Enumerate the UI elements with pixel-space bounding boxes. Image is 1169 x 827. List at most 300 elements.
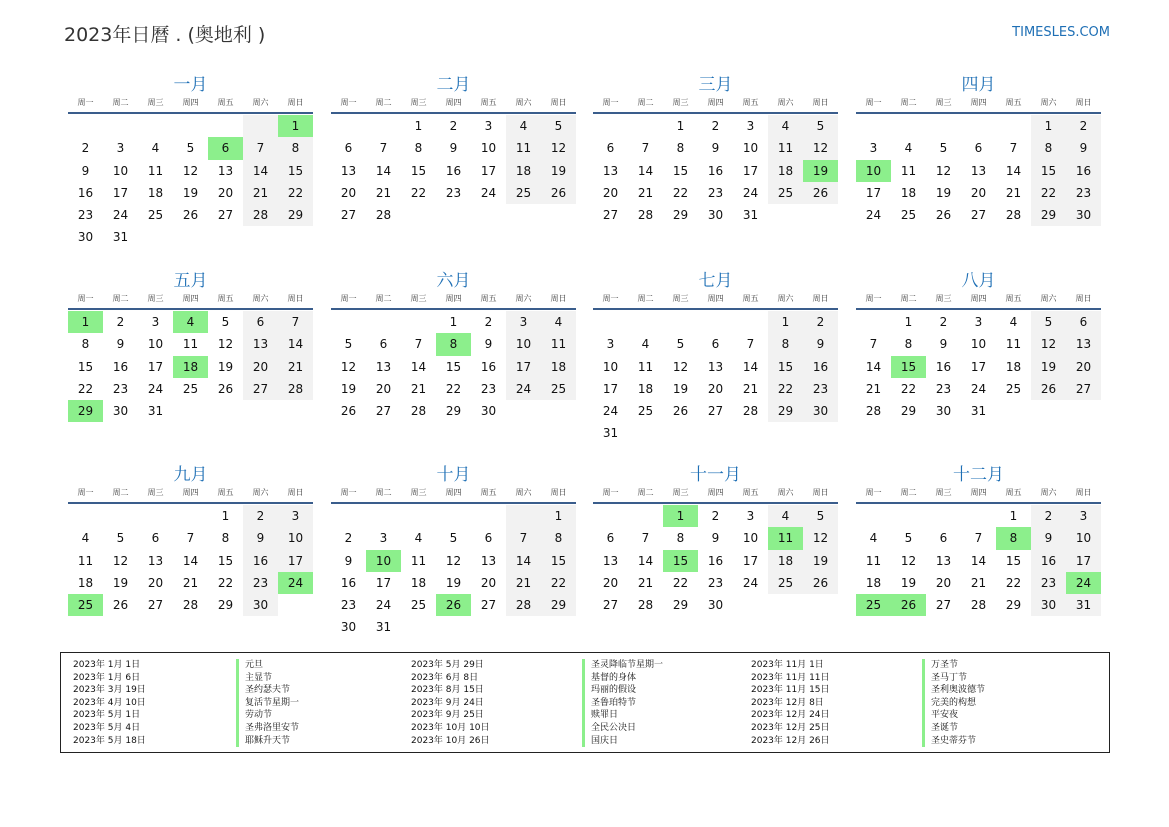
day-cell: 27: [1066, 378, 1101, 400]
weekday-label: 周一: [865, 294, 882, 303]
day-cell: 1: [1009, 509, 1018, 523]
day-cell: 12: [672, 359, 689, 374]
weekday-label: 周日: [812, 488, 829, 497]
day-cell: 20: [340, 185, 357, 200]
day-cell: 29: [1005, 598, 1022, 613]
month-name: 十月: [436, 465, 471, 485]
empty-cell: [173, 400, 208, 422]
day-cell: 14: [970, 553, 987, 568]
empty-cell: [891, 505, 926, 527]
day-cell: 19: [340, 381, 357, 396]
weekday-label: 周四: [182, 98, 199, 107]
day-cell: 18: [541, 356, 576, 378]
day-cell: 28: [1005, 208, 1022, 223]
day-cell: 8: [676, 531, 685, 546]
day-cell: 18: [77, 575, 94, 590]
day-cell: 14: [182, 553, 199, 568]
day-cell: 22: [445, 381, 462, 396]
weekday-label: 周五: [1005, 98, 1022, 107]
weekday-label: 周四: [445, 488, 462, 497]
day-cell: 29: [900, 404, 917, 419]
empty-cell: [996, 400, 1031, 422]
weekday-label: 周五: [1005, 294, 1022, 303]
weekday-label: 周五: [480, 488, 497, 497]
month-name: 六月: [436, 271, 471, 291]
day-cell: 4: [151, 141, 160, 156]
weekday-label: 周六: [515, 98, 532, 107]
month-name: 七月: [698, 271, 733, 291]
day-cell: 13: [480, 553, 497, 568]
day-cell: 18: [768, 550, 803, 572]
weekday-label: 周三: [935, 98, 952, 107]
day-cell: 6: [606, 141, 615, 156]
day-cell: 21: [637, 575, 654, 590]
empty-cell: [471, 616, 506, 638]
empty-cell: [436, 204, 471, 226]
day-cell: 6: [344, 141, 353, 156]
holiday-day-cell: 8: [436, 333, 471, 355]
weekday-label: 周日: [812, 294, 829, 303]
day-cell: 13: [935, 553, 952, 568]
day-cell: 14: [375, 163, 392, 178]
holiday-name: 复活节星期一: [236, 697, 299, 710]
holiday-date: 2023年 6月 8日: [411, 672, 479, 683]
day-cell: 4: [869, 531, 878, 546]
day-cell: 23: [707, 185, 724, 200]
day-cell: 27: [147, 598, 164, 613]
day-cell: 7: [869, 337, 878, 352]
holiday-date: 2023年 5月 29日: [411, 660, 484, 670]
day-cell: 30: [935, 404, 952, 419]
day-cell: 16: [935, 359, 952, 374]
day-cell: 28: [278, 378, 313, 400]
day-cell: 8: [541, 527, 576, 549]
day-cell: 24: [506, 378, 541, 400]
day-cell: 31: [112, 230, 129, 245]
weekday-label: 周六: [252, 294, 269, 303]
day-cell: 13: [707, 359, 724, 374]
day-cell: 8: [221, 531, 230, 546]
day-cell: 28: [375, 208, 392, 223]
day-cell: 12: [1031, 333, 1066, 355]
holiday-name: 全民公决日: [582, 722, 663, 735]
weekday-label: 周三: [672, 488, 689, 497]
day-cell: 15: [768, 356, 803, 378]
empty-cell: [366, 311, 401, 333]
day-cell: 28: [410, 404, 427, 419]
day-cell: 30: [112, 404, 129, 419]
day-cell: 3: [116, 141, 125, 156]
day-cell: 17: [506, 356, 541, 378]
day-cell: 2: [939, 315, 948, 329]
weekday-header: [593, 292, 838, 310]
day-cell: 23: [935, 381, 952, 396]
legend-dates-col-3: [751, 659, 830, 747]
day-cell: 13: [147, 553, 164, 568]
day-cell: 25: [768, 182, 803, 204]
weekday-label: 周一: [865, 98, 882, 107]
holiday-day-cell: 15: [663, 550, 698, 572]
weekday-label: 周一: [865, 488, 882, 497]
month-name: 十一月: [690, 465, 741, 485]
day-cell: 13: [243, 333, 278, 355]
day-cell: 17: [375, 575, 392, 590]
day-cell: 21: [637, 185, 654, 200]
day-cell: 21: [742, 381, 759, 396]
day-cell: 21: [243, 182, 278, 204]
weekday-label: 周日: [1075, 488, 1092, 497]
empty-cell: [471, 204, 506, 226]
day-cell: 21: [506, 572, 541, 594]
holiday-name: 基督的身体: [582, 672, 663, 685]
day-cell: 2: [243, 505, 278, 527]
day-cell: 27: [970, 208, 987, 223]
day-cell: 7: [746, 337, 755, 352]
holiday-name: 圣弗洛里安节: [236, 722, 299, 735]
day-cell: 21: [182, 575, 199, 590]
day-cell: 14: [410, 359, 427, 374]
weekday-header: [856, 292, 1101, 310]
empty-cell: [331, 115, 366, 137]
holiday-date: 2023年 8月 15日: [411, 685, 484, 696]
day-cell: 14: [1005, 163, 1022, 178]
day-cell: 17: [742, 553, 759, 568]
day-cell: 20: [1066, 356, 1101, 378]
day-cell: 26: [541, 182, 576, 204]
empty-cell: [173, 115, 208, 137]
day-cell: 15: [672, 163, 689, 178]
holiday-day-cell: 1: [68, 311, 103, 333]
weekday-header: [593, 486, 838, 504]
month-name: 三月: [698, 75, 733, 95]
empty-cell: [506, 204, 541, 226]
empty-cell: [961, 505, 996, 527]
day-cell: 26: [1031, 378, 1066, 400]
holiday-date: 2023年 5月 18日: [73, 735, 146, 746]
day-cell: 25: [506, 182, 541, 204]
empty-cell: [243, 115, 278, 137]
empty-cell: [506, 505, 541, 527]
day-cell: 7: [414, 337, 423, 352]
day-cell: 5: [449, 531, 458, 546]
month-name: 九月: [173, 465, 208, 485]
empty-cell: [768, 422, 803, 444]
weekday-label: 周六: [777, 488, 794, 497]
weekday-label: 周二: [375, 98, 392, 107]
day-cell: 19: [900, 575, 917, 590]
day-cell: 31: [970, 404, 987, 419]
day-cell: 7: [243, 137, 278, 159]
day-cell: 10: [112, 163, 129, 178]
weekday-label: 周六: [515, 294, 532, 303]
day-cell: 17: [112, 185, 129, 200]
empty-cell: [243, 400, 278, 422]
empty-cell: [541, 204, 576, 226]
day-cell: 8: [904, 337, 913, 352]
weekday-label: 周四: [707, 98, 724, 107]
day-cell: 21: [410, 381, 427, 396]
day-cell: 9: [243, 527, 278, 549]
holiday-day-cell: 6: [208, 137, 243, 159]
day-cell: 22: [278, 182, 313, 204]
holiday-name: 主显节: [236, 672, 299, 685]
day-cell: 29: [217, 598, 234, 613]
day-cell: 13: [602, 553, 619, 568]
day-cell: 19: [217, 359, 234, 374]
day-cell: 22: [900, 381, 917, 396]
day-cell: 24: [970, 381, 987, 396]
empty-cell: [243, 226, 278, 248]
weekday-label: 周二: [900, 488, 917, 497]
weekday-label: 周六: [252, 98, 269, 107]
day-grid: [331, 505, 576, 639]
day-cell: 13: [970, 163, 987, 178]
day-cell: 31: [375, 620, 392, 635]
holiday-day-cell: 1: [663, 505, 698, 527]
day-cell: 28: [637, 208, 654, 223]
day-cell: 3: [1066, 505, 1101, 527]
empty-cell: [628, 311, 663, 333]
day-cell: 14: [506, 550, 541, 572]
weekday-header: [856, 96, 1101, 114]
day-cell: 18: [1005, 359, 1022, 374]
day-cell: 30: [77, 230, 94, 245]
holiday-name: 圣利奥波德节: [922, 684, 985, 697]
weekday-label: 周六: [515, 488, 532, 497]
empty-cell: [541, 400, 576, 422]
day-cell: 20: [707, 381, 724, 396]
weekday-label: 周六: [777, 294, 794, 303]
weekday-label: 周日: [1075, 98, 1092, 107]
day-cell: 5: [221, 315, 230, 329]
day-cell: 25: [1005, 381, 1022, 396]
weekday-label: 周一: [602, 294, 619, 303]
weekday-label: 周六: [1040, 98, 1057, 107]
holiday-day-cell: 25: [856, 594, 891, 616]
day-cell: 31: [742, 208, 759, 223]
day-cell: 28: [865, 404, 882, 419]
day-cell: 17: [147, 359, 164, 374]
holiday-day-cell: 10: [856, 160, 891, 182]
day-cell: 28: [243, 204, 278, 226]
day-cell: 6: [151, 531, 160, 546]
day-cell: 16: [1031, 550, 1066, 572]
day-cell: 11: [637, 359, 654, 374]
month-name: 五月: [173, 271, 208, 291]
empty-cell: [926, 505, 961, 527]
day-cell: 26: [803, 572, 838, 594]
day-cell: 1: [414, 119, 423, 133]
empty-cell: [208, 226, 243, 248]
weekday-label: 周一: [77, 294, 94, 303]
empty-cell: [803, 422, 838, 444]
day-cell: 16: [707, 553, 724, 568]
day-cell: 20: [602, 185, 619, 200]
weekday-label: 周四: [707, 488, 724, 497]
day-cell: 18: [506, 160, 541, 182]
day-grid: [856, 505, 1101, 616]
day-cell: 24: [742, 185, 759, 200]
holiday-date: 2023年 9月 25日: [411, 710, 484, 721]
day-cell: 6: [974, 141, 983, 156]
weekday-label: 周五: [742, 98, 759, 107]
day-cell: 27: [602, 598, 619, 613]
weekday-label: 周五: [480, 294, 497, 303]
weekday-label: 周三: [672, 98, 689, 107]
day-cell: 24: [865, 208, 882, 223]
day-cell: 20: [243, 356, 278, 378]
holiday-day-cell: 24: [278, 572, 313, 594]
empty-cell: [628, 505, 663, 527]
day-cell: 9: [711, 141, 720, 156]
day-cell: 3: [606, 337, 615, 352]
day-cell: 16: [803, 356, 838, 378]
day-cell: 20: [602, 575, 619, 590]
month-5: [68, 270, 313, 422]
site-link[interactable]: TIMESLES.COM: [1012, 25, 1110, 40]
day-cell: 21: [970, 575, 987, 590]
holiday-date: 2023年 4月 10日: [73, 697, 146, 708]
day-cell: 27: [243, 378, 278, 400]
day-cell: 30: [243, 594, 278, 616]
day-cell: 4: [768, 505, 803, 527]
day-cell: 13: [1066, 333, 1101, 355]
day-cell: 13: [217, 163, 234, 178]
day-cell: 22: [672, 185, 689, 200]
empty-cell: [593, 505, 628, 527]
day-cell: 4: [541, 311, 576, 333]
weekday-label: 周四: [445, 98, 462, 107]
empty-cell: [331, 505, 366, 527]
day-cell: 30: [480, 404, 497, 419]
day-cell: 20: [480, 575, 497, 590]
day-cell: 3: [869, 141, 878, 156]
day-grid: [331, 115, 576, 226]
day-cell: 10: [480, 141, 497, 156]
empty-cell: [593, 115, 628, 137]
day-cell: 26: [803, 182, 838, 204]
empty-cell: [506, 400, 541, 422]
day-cell: 24: [375, 598, 392, 613]
day-grid: [593, 311, 838, 445]
weekday-label: 周日: [287, 98, 304, 107]
day-cell: 14: [637, 553, 654, 568]
day-cell: 11: [768, 137, 803, 159]
day-cell: 19: [112, 575, 129, 590]
holiday-name: 圣灵降临节星期一: [582, 659, 663, 672]
month-6: [331, 270, 576, 422]
day-cell: 23: [77, 208, 94, 223]
day-cell: 28: [506, 594, 541, 616]
weekday-label: 周五: [480, 98, 497, 107]
day-cell: 15: [217, 553, 234, 568]
weekday-label: 周日: [812, 98, 829, 107]
empty-cell: [1031, 400, 1066, 422]
weekday-label: 周四: [970, 294, 987, 303]
day-cell: 19: [182, 185, 199, 200]
weekday-label: 周二: [112, 294, 129, 303]
day-cell: 10: [506, 333, 541, 355]
weekday-label: 周一: [340, 488, 357, 497]
legend-names-col-2: [582, 659, 663, 747]
month-2: [331, 74, 576, 226]
day-cell: 28: [637, 598, 654, 613]
month-name: 一月: [173, 75, 208, 95]
holiday-day-cell: 19: [803, 160, 838, 182]
weekday-label: 周六: [252, 488, 269, 497]
empty-cell: [68, 505, 103, 527]
day-grid: [856, 311, 1101, 422]
day-cell: 14: [742, 359, 759, 374]
day-cell: 15: [1031, 160, 1066, 182]
day-cell: 5: [803, 115, 838, 137]
weekday-label: 周三: [147, 294, 164, 303]
weekday-label: 周一: [602, 98, 619, 107]
day-cell: 12: [541, 137, 576, 159]
day-cell: 17: [602, 381, 619, 396]
day-cell: 13: [375, 359, 392, 374]
empty-cell: [278, 400, 313, 422]
day-cell: 10: [278, 527, 313, 549]
day-cell: 11: [865, 553, 882, 568]
day-cell: 9: [939, 337, 948, 352]
day-cell: 11: [410, 553, 427, 568]
day-cell: 24: [112, 208, 129, 223]
weekday-label: 周日: [287, 294, 304, 303]
empty-cell: [366, 115, 401, 137]
day-cell: 29: [768, 400, 803, 422]
empty-cell: [366, 505, 401, 527]
weekday-label: 周二: [637, 98, 654, 107]
holiday-day-cell: 26: [891, 594, 926, 616]
day-cell: 6: [606, 531, 615, 546]
day-cell: 11: [506, 137, 541, 159]
day-cell: 16: [707, 163, 724, 178]
day-cell: 21: [375, 185, 392, 200]
weekday-header: [68, 292, 313, 310]
day-cell: 9: [803, 333, 838, 355]
day-cell: 9: [449, 141, 458, 156]
weekday-label: 周一: [77, 98, 94, 107]
weekday-label: 周二: [112, 98, 129, 107]
day-cell: 7: [641, 141, 650, 156]
month-4: [856, 74, 1101, 226]
day-cell: 5: [904, 531, 913, 546]
day-cell: 12: [935, 163, 952, 178]
page-title: 2023年日曆 . (奥地利 ): [64, 24, 266, 46]
day-cell: 27: [602, 208, 619, 223]
day-cell: 17: [1066, 550, 1101, 572]
day-cell: 11: [182, 337, 199, 352]
day-cell: 22: [77, 381, 94, 396]
month-name: 二月: [436, 75, 471, 95]
holiday-date: 2023年 11月 15日: [751, 685, 830, 696]
weekday-label: 周二: [375, 488, 392, 497]
holiday-date: 2023年 11月 11日: [751, 672, 830, 683]
weekday-label: 周二: [900, 98, 917, 107]
weekday-label: 周三: [672, 294, 689, 303]
day-cell: 16: [77, 185, 94, 200]
day-cell: 5: [186, 141, 195, 156]
day-cell: 19: [541, 160, 576, 182]
day-cell: 1: [676, 119, 685, 133]
day-cell: 3: [746, 119, 755, 133]
day-cell: 15: [445, 359, 462, 374]
day-cell: 6: [379, 337, 388, 352]
day-cell: 25: [410, 598, 427, 613]
day-cell: 31: [1066, 594, 1101, 616]
empty-cell: [856, 115, 891, 137]
